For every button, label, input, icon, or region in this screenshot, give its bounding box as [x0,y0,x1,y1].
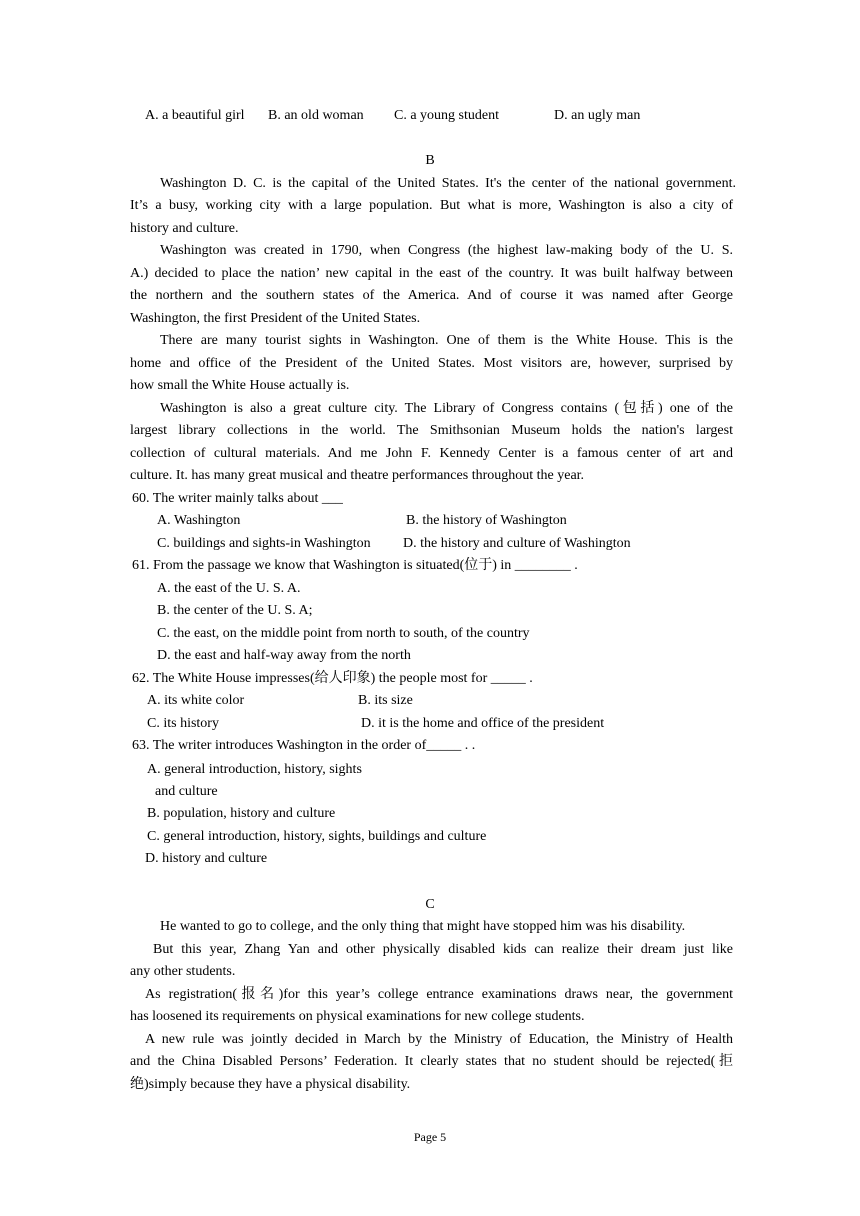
question-63-option-c: C. general introduction, history, sights, buildings and culture [147,829,487,844]
question-62-option-a: A. its white color [147,693,245,708]
question-62-stem: 62. The White House impresses(给人印象) the people most for _____ . [132,671,533,686]
passage-b-line: There are many tourist sights in Washington. One of them is the White House. This is the [160,333,733,348]
passage-b-line: home and office of the President of the United States. Most visitors are, however, surprised by [130,356,733,371]
question-63-option-a-cont: and culture [155,784,218,799]
prev-option-c: C. a young student [394,108,499,123]
section-label-c: C [425,897,435,912]
question-60-option-d: D. the history and culture of Washington [403,536,631,551]
question-62-option-b: B. its size [358,693,413,708]
passage-b-line: Washington, the first President of the United States. [130,311,421,326]
passage-b-line: the northern and the southern states of the America. And of course it was named after George [130,288,733,303]
prev-option-d: D. an ugly man [554,108,641,123]
passage-b-line: history and culture. [130,221,239,236]
prev-option-b: B. an old woman [268,108,364,123]
question-63-option-a: A. general introduction, history, sights [147,762,362,777]
question-61-option-d: D. the east and half-way away from the north [157,648,411,663]
passage-c-line: A new rule was jointly decided in March by the Ministry of Education, the Ministry of Health [145,1032,733,1047]
passage-b-line: Washington D. C. is the capital of the United States. It's the center of the national government. [160,176,736,191]
prev-option-a: A. a beautiful girl [145,108,245,123]
passage-c-line: and the China Disabled Persons’ Federation. It clearly states that no student should be rejected(拒 [130,1054,733,1069]
passage-c-line: any other students. [130,964,236,979]
passage-b-line: A.) decided to place the nation’ new capital in the east of the country. It was built halfway between [130,266,733,281]
question-61-option-b: B. the center of the U. S. A; [157,603,313,618]
passage-b-line: how small the White House actually is. [130,378,350,393]
section-label-b: B [425,153,435,168]
question-61-stem: 61. From the passage we know that Washington is situated(位于) in ________ . [132,558,578,573]
page-number: Page 5 [413,1130,447,1144]
passage-b-line: It’s a busy, working city with a large population. But what is more, Washington is also a city of [130,198,733,213]
passage-b-line: culture. It. has many great musical and theatre performances throughout the year. [130,468,585,483]
question-60-stem: 60. The writer mainly talks about ___ [132,491,343,506]
question-60-option-c: C. buildings and sights-in Washington [157,536,371,551]
passage-c-line: has loosened its requirements on physical examinations for new college students. [130,1009,585,1024]
question-60-option-a: A. Washington [157,513,241,528]
passage-c-line: As registration(报名)for this year’s college entrance examinations draws near, the government [145,987,733,1002]
question-63-stem: 63. The writer introduces Washington in the order of_____ . . [132,738,476,753]
question-62-option-d: D. it is the home and office of the president [361,716,605,731]
passage-b-line: collection of cultural materials. And me John F. Kennedy Center is a famous center of art and [130,446,733,461]
passage-b-line: largest library collections in the world. The Smithsonian Museum holds the nation's largest [130,423,733,438]
question-62-option-c: C. its history [147,716,219,731]
passage-b-line: Washington was created in 1790, when Congress (the highest law-making body of the U. S. [160,243,733,258]
question-63-option-d: D. history and culture [145,851,268,866]
passage-c-line: 绝)simply because they have a physical disability. [130,1077,411,1092]
passage-b-line: Washington is also a great culture city. The Library of Congress contains (包括) one of the [160,401,733,416]
question-63-option-b: B. population, history and culture [147,806,336,821]
question-60-option-b: B. the history of Washington [406,513,567,528]
question-61-option-a: A. the east of the U. S. A. [157,581,301,596]
question-61-option-c: C. the east, on the middle point from north to south, of the country [157,626,530,641]
passage-c-line: He wanted to go to college, and the only thing that might have stopped him was his disability. [160,919,686,934]
passage-c-line: But this year, Zhang Yan and other physically disabled kids can realize their dream just like [153,942,733,957]
